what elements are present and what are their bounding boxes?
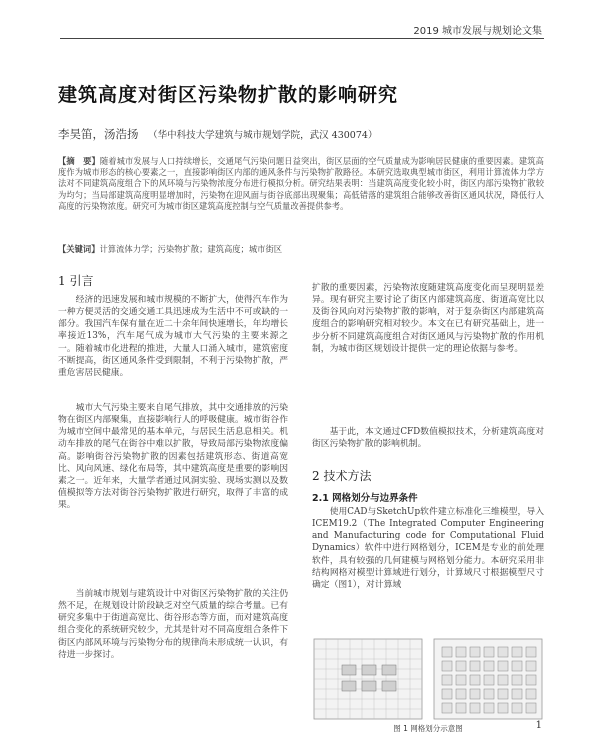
keywords-label: 【关键词】	[58, 244, 100, 254]
keywords-line	[58, 243, 544, 255]
figure-1-caption: 图 1 网格划分示意图	[393, 724, 463, 733]
paragraph: 扩散的重要因素，污染物浓度随建筑高度变化而呈现明显差异。现有研究主要讨论了街区内部建筑高度、街道高宽比以及街谷风向对污染物扩散的影响，对于复杂街区内部建筑高度组合的影响研究相对较少。本文在已有研究基础上，进一步分析不同建筑高度组合对街区通风与污染物扩散的作用机制，为城市街区规划设计提供一定的理论依据与参考。	[312, 283, 544, 354]
author-affiliation: （华中科技大学建筑与城市规划学院，武汉 430074）	[148, 130, 378, 141]
right-para-3	[312, 506, 544, 632]
running-header: 2019 城市发展与规划论文集	[413, 26, 542, 37]
left-para-3	[58, 588, 288, 713]
left-para-2	[58, 402, 288, 582]
subsection-heading-mesh: 2.1 网格划分与边界条件	[312, 493, 418, 504]
abstract-block	[58, 156, 544, 212]
paragraph: 经济的迅速发展和城市规模的不断扩大，使得汽车作为一种方便灵活的交通交通工具迅速成为生活中不可或缺的一部分。我国汽车保有量在近二十余年间快速增长，年均增长率接近13%，汽车尾气成为城市大气污染的主要来源之一。随着城市化进程的推进，大量人口涌入城市，建筑密度不断提高，街区通风条件受到限制，不利于污染物扩散，严重危害居民健康。	[58, 295, 288, 378]
paragraph: 使用CAD与SketchUp软件建立标准化三维模型，导入ICEM19.2（The Integrated Computer Engineering and Manufacturing code for Computational Fluid Dynamics）软件中进行网格划分，ICEM是专业的前处理软件，具有较强的几何建模与网格划分能力。本研究采用非结构网格对模型计算域进行划分，计算域尺寸根据模型尺寸确定（图1），对计算域	[312, 507, 544, 590]
right-para-1	[312, 282, 544, 424]
section-heading-methods: 2 技术方法	[312, 469, 372, 483]
paper-title: 建筑高度对街区污染物扩散的影响研究	[58, 84, 399, 106]
paragraph: 当前城市规划与建筑设计中对街区污染物扩散的关注仍然不足，在规划设计阶段缺乏对空气质量的综合考量。已有研究多集中于街道高宽比、街谷形态等方面，而对建筑高度组合变化的系统研究较少，尤其是针对不同高度组合条件下街区内部风环境与污染物分布的规律尚未形成统一认识，有待进一步探讨。	[58, 589, 288, 660]
building-grid-right	[442, 647, 536, 713]
paragraph: 基于此，本文通过CFD数值模拟技术，分析建筑高度对街区污染物扩散的影响机制。	[312, 427, 544, 450]
page-number: 1	[535, 720, 542, 731]
right-para-2	[312, 426, 544, 452]
mesh-figure-svg	[312, 637, 544, 721]
keywords-text: 计算流体力学；污染物扩散；建筑高度；城市街区	[99, 244, 283, 254]
paragraph: 城市大气污染主要来自尾气排放，其中交通排放的污染物在街区内部聚集，直接影响行人的呼吸健康。城市街谷作为城市空间中最常见的基本单元，与居民生活息息相关。机动车排放的尾气在街谷中难以扩散，导致局部污染物浓度偏高。影响街谷污染物扩散的因素包括建筑形态、街道高宽比、风向风速、绿化布局等，其中建筑高度是重要的影响因素之一。近年来，大量学者通过风洞实验、现场实测以及数值模拟等方法对街谷污染物扩散进行研究，取得了丰富的成果。	[58, 403, 288, 511]
header-rule	[60, 38, 544, 39]
author-line	[58, 126, 377, 142]
abstract-label: 【摘 要】	[58, 156, 100, 166]
author-names: 李昊笛，汤浩扬	[58, 127, 139, 141]
left-para-1	[58, 294, 288, 394]
abstract-text: 随着城市发展与人口持续增长，交通尾气污染问题日益突出，街区层面的空气质量成为影响居民健康的重要因素。建筑高度作为城市形态的核心要素之一，直接影响街区内部的通风条件与污染物扩散路径。本研究选取典型城市街区，利用计算流体力学方法对不同建筑高度组合下的风环境与污染物浓度分布进行模拟分析。研究结果表明：当建筑高度变化较小时，街区内部污染物扩散较为均匀；当局部建筑高度明显增加时，污染物在迎风面与街谷底部出现聚集；高低错落的建筑组合能够改善街区通风状况，降低行人高度的污染物浓度。研究可为城市街区建筑高度控制与空气质量改善提供参考。	[58, 156, 544, 211]
section-heading-intro: 1 引言	[58, 274, 94, 288]
figure-1-mesh	[312, 637, 544, 731]
